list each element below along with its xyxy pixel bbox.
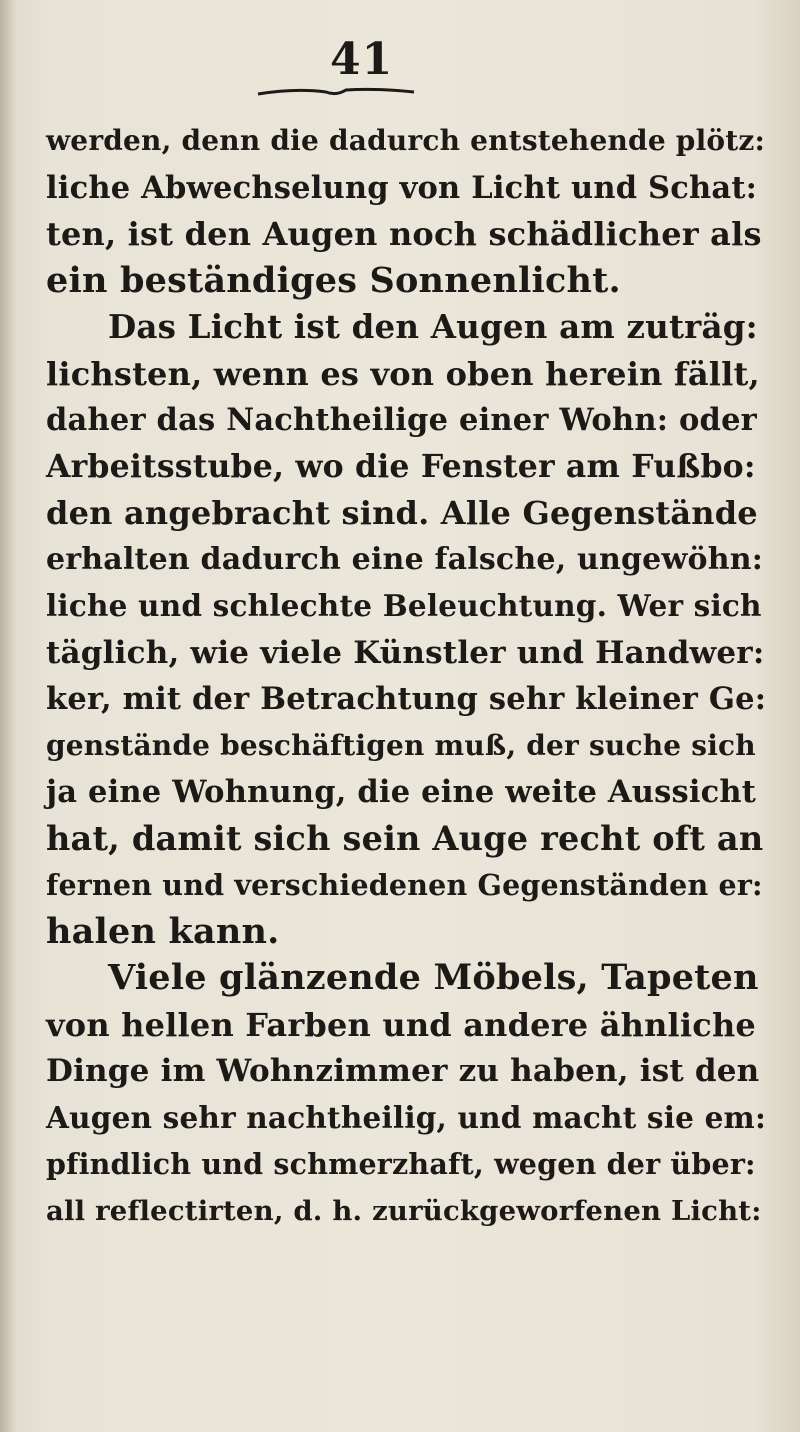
page-number: 41 — [330, 34, 394, 85]
text-line: ein beständiges Sonnenlicht. — [46, 259, 621, 301]
text-line: liche und schlechte Beleuchtung. Wer sich — [46, 588, 762, 623]
text-line: fernen und verschiedenen Gegenständen er: — [46, 868, 763, 902]
text-line: ten, ist den Augen noch schädlicher als — [46, 215, 762, 253]
text-line: daher das Nachtheilige einer Wohn: oder — [46, 402, 757, 438]
text-line: von hellen Farben und andere ähnliche — [46, 1005, 756, 1044]
text-line: halen kann. — [46, 910, 280, 952]
text-line: all reflectirten, d. h. zurückgeworfenen Licht: — [46, 1194, 762, 1227]
text-line: hat, damit sich sein Auge recht oft an — [46, 818, 764, 858]
text-line: Arbeitsstube, wo die Fenster am Fußbo: — [46, 447, 756, 485]
text-line: erhalten dadurch eine falsche, ungewöhn: — [46, 541, 763, 577]
text-line: Augen sehr nachtheilig, und macht sie em: — [46, 1099, 767, 1135]
page-edge-shadow — [0, 0, 16, 1432]
text-line: täglich, wie viele Künstler und Handwer: — [46, 634, 765, 671]
text-line: den angebracht sind. Alle Gegenstände — [46, 494, 758, 532]
text-line: lichsten, wenn es von oben herein fällt, — [46, 354, 760, 393]
text-line: Das Licht ist den Augen am zuträg: — [108, 307, 758, 346]
text-line: Dinge im Wohnzimmer zu haben, ist den — [46, 1053, 760, 1089]
text-line: pfindlich und schmerzhaft, wegen der über: — [46, 1147, 756, 1181]
text-line: genstände beschäftigen muß, der suche sich — [46, 728, 756, 762]
text-line: Viele glänzende Möbels, Tapeten — [108, 957, 759, 998]
text-line: liche Abwechselung von Licht und Schat: — [46, 169, 758, 206]
text-line: werden, denn die dadurch entstehende plötz: — [46, 124, 766, 157]
header-ornament-rule — [256, 84, 416, 100]
body-text — [46, 118, 766, 1234]
text-line: ja eine Wohnung, die eine weite Aussicht — [46, 774, 757, 810]
text-line: ker, mit der Betrachtung sehr kleiner Ge: — [46, 681, 767, 717]
